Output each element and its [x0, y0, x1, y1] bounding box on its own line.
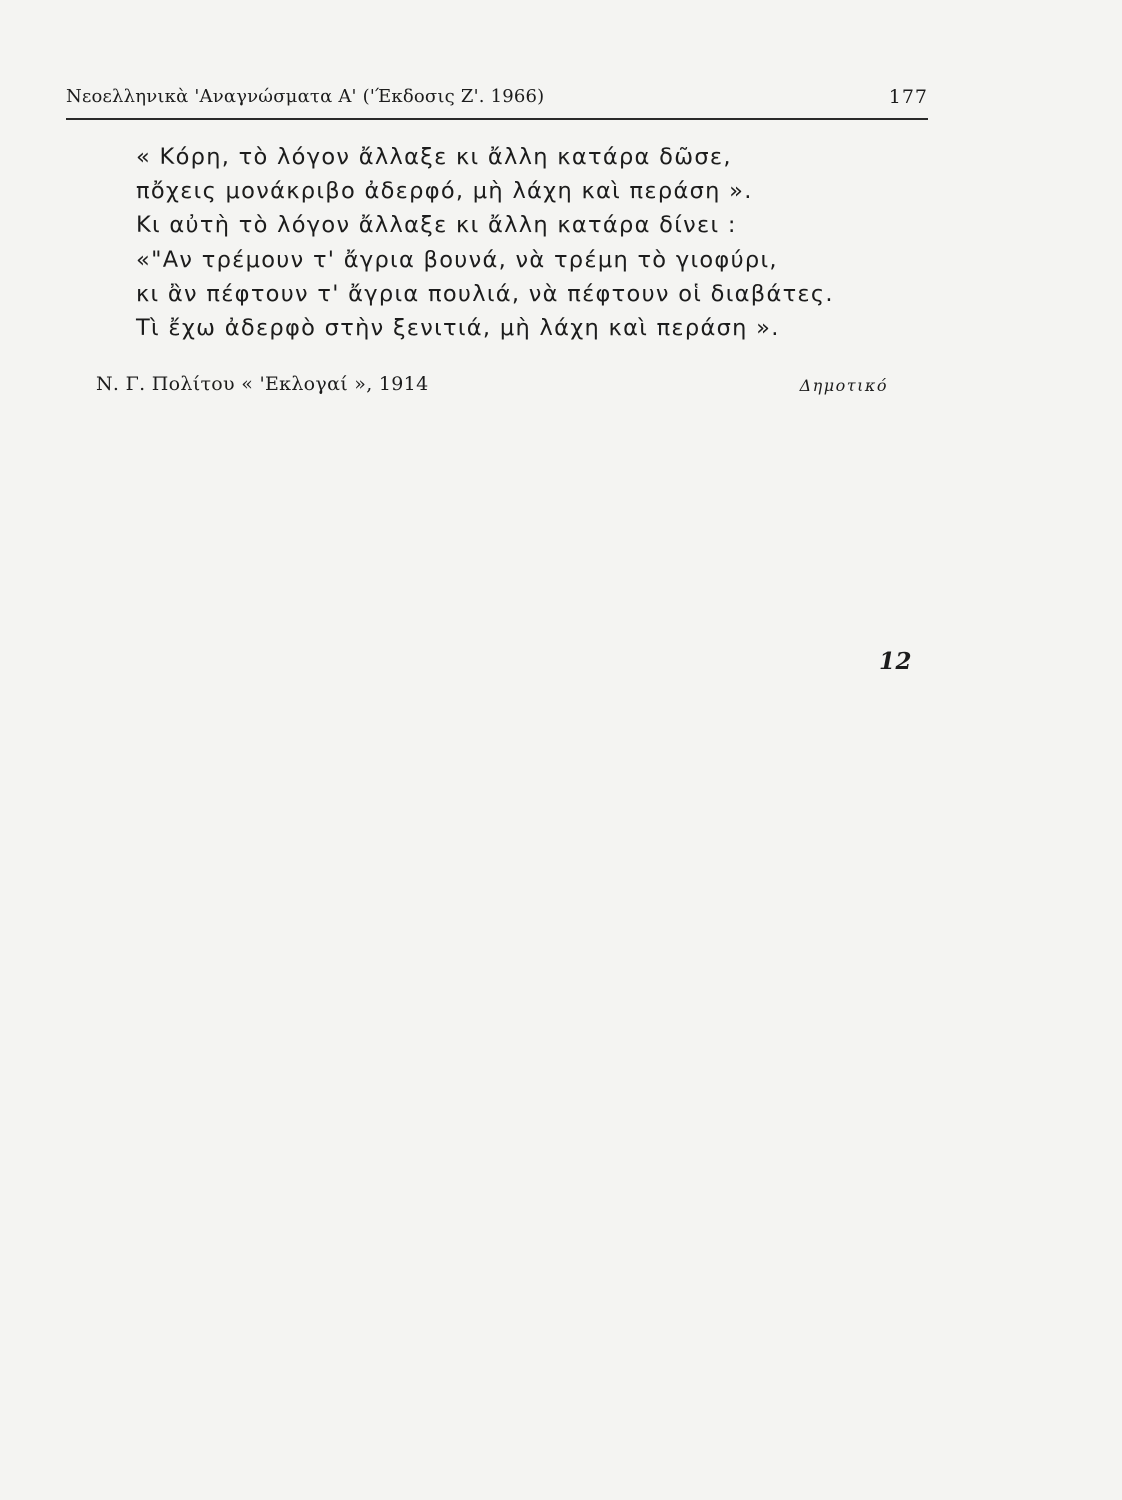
poem-line: «"Αν τρέμουν τ' ἄγρια βουνά, νὰ τρέμη τὸ γιοφύρι,: [136, 246, 778, 273]
poem-line: « Κόρη, τὸ λόγον ἄλλαξε κι ἄλλη κατάρα δῶσε,: [136, 144, 732, 170]
poem-line: κι ἂν πέφτουν τ' ἄγρια πουλιά, νὰ πέφτουν οἱ διαβάτες.: [136, 280, 834, 307]
header-rule: [66, 118, 928, 120]
source-attribution: [96, 373, 892, 405]
poem-line: πὄχεις μονάκριβο ἀδερφό, μὴ λάχη καὶ περάση ».: [136, 178, 753, 205]
poem-line: Κι αὐτὴ τὸ λόγον ἄλλαξε κι ἄλλη κατάρα δίνει :: [136, 212, 737, 239]
source-citation: Ν. Γ. Πολίτου « 'Εκλογαί », 1914: [96, 373, 429, 395]
running-head-title: Νεοελληνικὰ 'Αναγνώσματα Α' ('Έκδοσις Ζ'. 1966): [66, 86, 545, 107]
signature-mark: 12: [878, 648, 912, 675]
running-head: [66, 84, 928, 114]
page-number: 177: [888, 86, 928, 108]
poem-line: Τὶ ἔχω ἀδερφὸ στὴν ξενιτιά, μὴ λάχη καὶ περάση ».: [136, 315, 780, 342]
genre-label: Δημοτικό: [799, 376, 888, 395]
poem-excerpt: [136, 140, 896, 345]
